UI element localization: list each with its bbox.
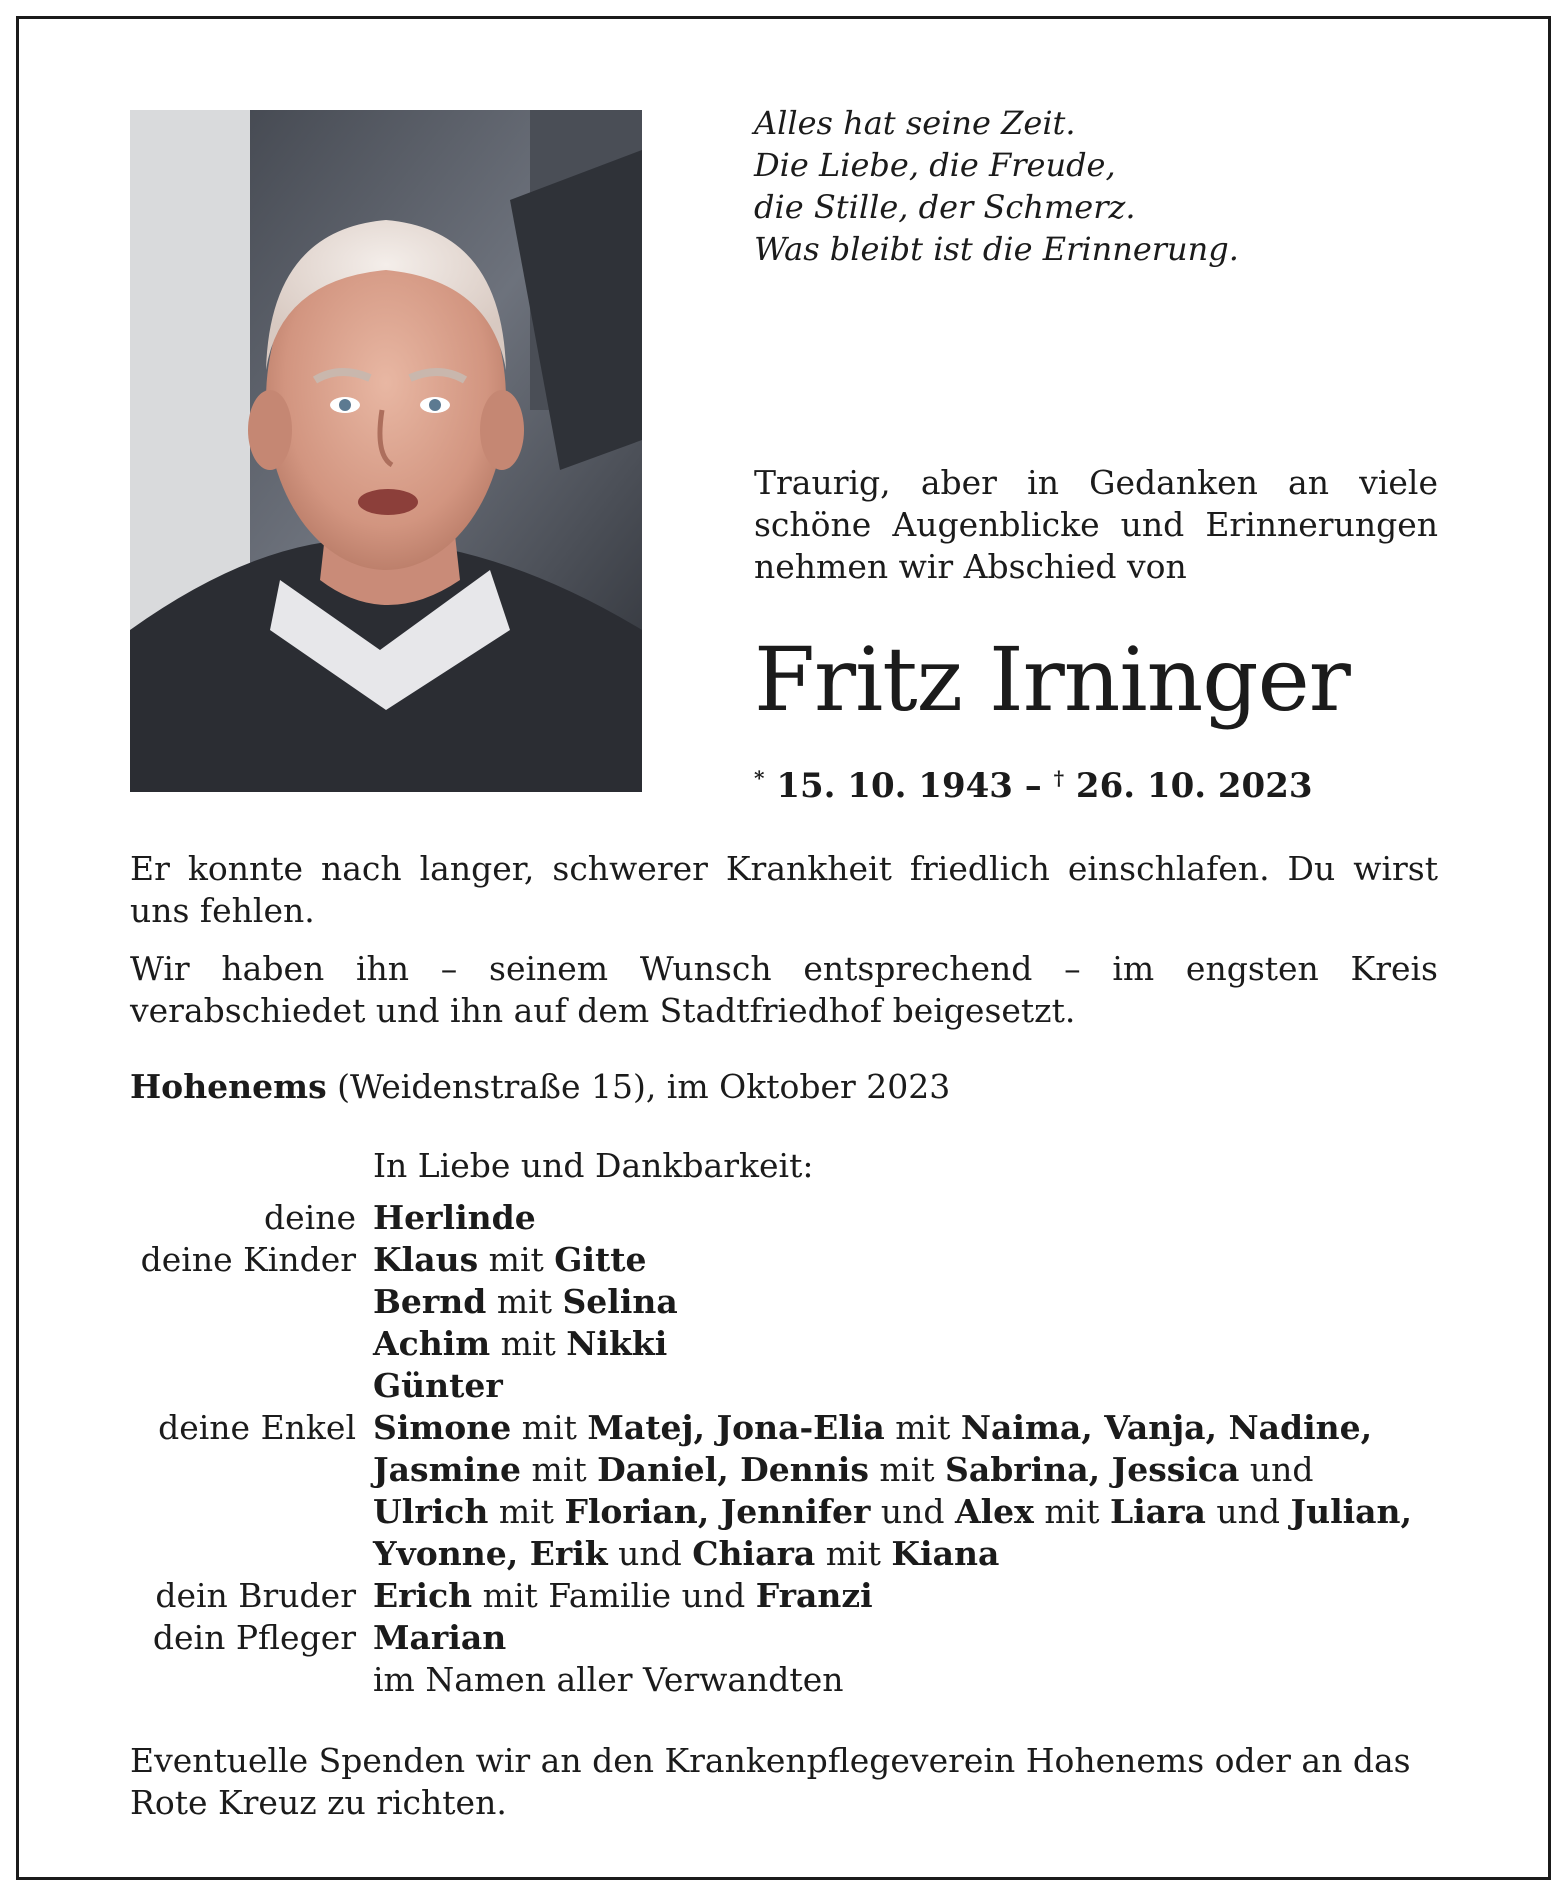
donation-note: Eventuelle Spenden wir an den Krankenpflegeverein Hohenems oder an das Rote Kreuz zu richten.: [130, 1741, 1411, 1822]
birth-date: 15. 10. 1943: [776, 766, 1013, 806]
quote-line: Was bleibt ist die Erinnerung.: [754, 230, 1239, 268]
mourner-name: Jasmine: [373, 1450, 522, 1489]
mourner-row: [130, 1617, 1450, 1701]
mourner-name: Bernd: [373, 1282, 487, 1321]
paragraph-burial: Wir haben ihn – seinem Wunsch entsprechend – im engsten Kreis verabschiedet und ihn auf dem Stadtfriedhof beigesetzt.: [130, 949, 1438, 1030]
date-dash: –: [1024, 766, 1042, 806]
mourner-name: Erich: [373, 1576, 473, 1615]
mourner-name: Herlinde: [373, 1198, 536, 1237]
connector: mit: [879, 1450, 935, 1489]
mourner-name: Achim: [373, 1324, 491, 1363]
relatives-line: im Namen aller Verwandten: [373, 1660, 844, 1699]
mourner-name: Marian: [373, 1618, 507, 1657]
mourner-row: [130, 1197, 1450, 1239]
mourner-name: Daniel, Dennis: [597, 1450, 869, 1489]
place-date-line: [130, 1066, 1438, 1108]
connector: und: [618, 1534, 682, 1573]
poem-quote: [754, 102, 1239, 270]
mourner-name: Simone: [373, 1408, 512, 1447]
mourner-name: Chiara: [692, 1534, 816, 1573]
connector: und: [1249, 1450, 1314, 1489]
connector: und: [1216, 1492, 1280, 1531]
place-rest: (Weidenstraße 15), im Oktober 2023: [326, 1067, 951, 1106]
connector: mit Familie und: [482, 1576, 746, 1615]
mourners-list: [130, 1197, 1450, 1701]
connector: und: [880, 1492, 945, 1531]
mourner-name: Alex: [955, 1492, 1034, 1531]
mourner-name: Florian, Jennifer: [564, 1492, 871, 1531]
quote-line: Alles hat seine Zeit.: [754, 104, 1076, 142]
mourner-name: Sabrina, Jessica: [945, 1450, 1240, 1489]
relation-label: dein Pfleger: [152, 1618, 356, 1657]
thanks-heading: In Liebe und Dankbarkeit:: [373, 1146, 814, 1185]
mourner-name: Yvonne, Erik: [373, 1534, 608, 1573]
mourner-row: [130, 1575, 1450, 1617]
mourner-name: Nikki: [566, 1324, 668, 1363]
life-dates: [754, 756, 1313, 808]
death-date: 26. 10. 2023: [1075, 766, 1313, 806]
connector: mit: [488, 1240, 544, 1279]
place-town: Hohenems: [130, 1067, 327, 1106]
connector: mit: [1044, 1492, 1100, 1531]
mourner-name: Gitte: [554, 1240, 647, 1279]
connector: mit: [500, 1324, 556, 1363]
connector: mit: [498, 1492, 554, 1531]
portrait-photo: [130, 110, 642, 792]
relation-label: deine: [264, 1198, 356, 1237]
paragraph-illness: Er konnte nach langer, schwerer Krankheit friedlich einschlafen. Du wirst uns fehlen.: [130, 849, 1438, 930]
mourner-row: [130, 1239, 1450, 1407]
relation-label: deine Enkel: [158, 1408, 356, 1447]
mourner-name: Klaus: [373, 1240, 479, 1279]
mourner-name: Ulrich: [373, 1492, 489, 1531]
connector: mit: [521, 1408, 577, 1447]
mourner-name: Liara: [1109, 1492, 1206, 1531]
connector: mit: [895, 1408, 951, 1447]
relation-label: dein Bruder: [155, 1576, 356, 1615]
intro-text: Traurig, aber in Gedanken an viele schöne Augenblicke und Erinnerungen nehmen wir Abschied von: [754, 463, 1438, 586]
mourner-name: Matej, Jona-Elia: [587, 1408, 885, 1447]
mourner-name: Naima, Vanja, Nadine,: [960, 1408, 1373, 1447]
mourner-name: Julian,: [1290, 1492, 1413, 1531]
relation-label: deine Kinder: [140, 1240, 356, 1279]
mourner-name: Franzi: [755, 1576, 873, 1615]
deceased-name: Fritz Irninger: [754, 628, 1350, 731]
mourner-name: Kiana: [891, 1534, 1000, 1573]
connector: mit: [531, 1450, 587, 1489]
quote-line: Die Liebe, die Freude,: [754, 146, 1116, 184]
quote-line: die Stille, der Schmerz.: [754, 188, 1136, 226]
connector: mit: [496, 1282, 552, 1321]
birth-symbol: *: [754, 766, 765, 790]
mourner-name: Selina: [562, 1282, 678, 1321]
death-symbol: †: [1053, 766, 1065, 790]
mourner-name: Günter: [373, 1366, 503, 1405]
connector: mit: [825, 1534, 881, 1573]
mourner-row: [130, 1407, 1450, 1575]
